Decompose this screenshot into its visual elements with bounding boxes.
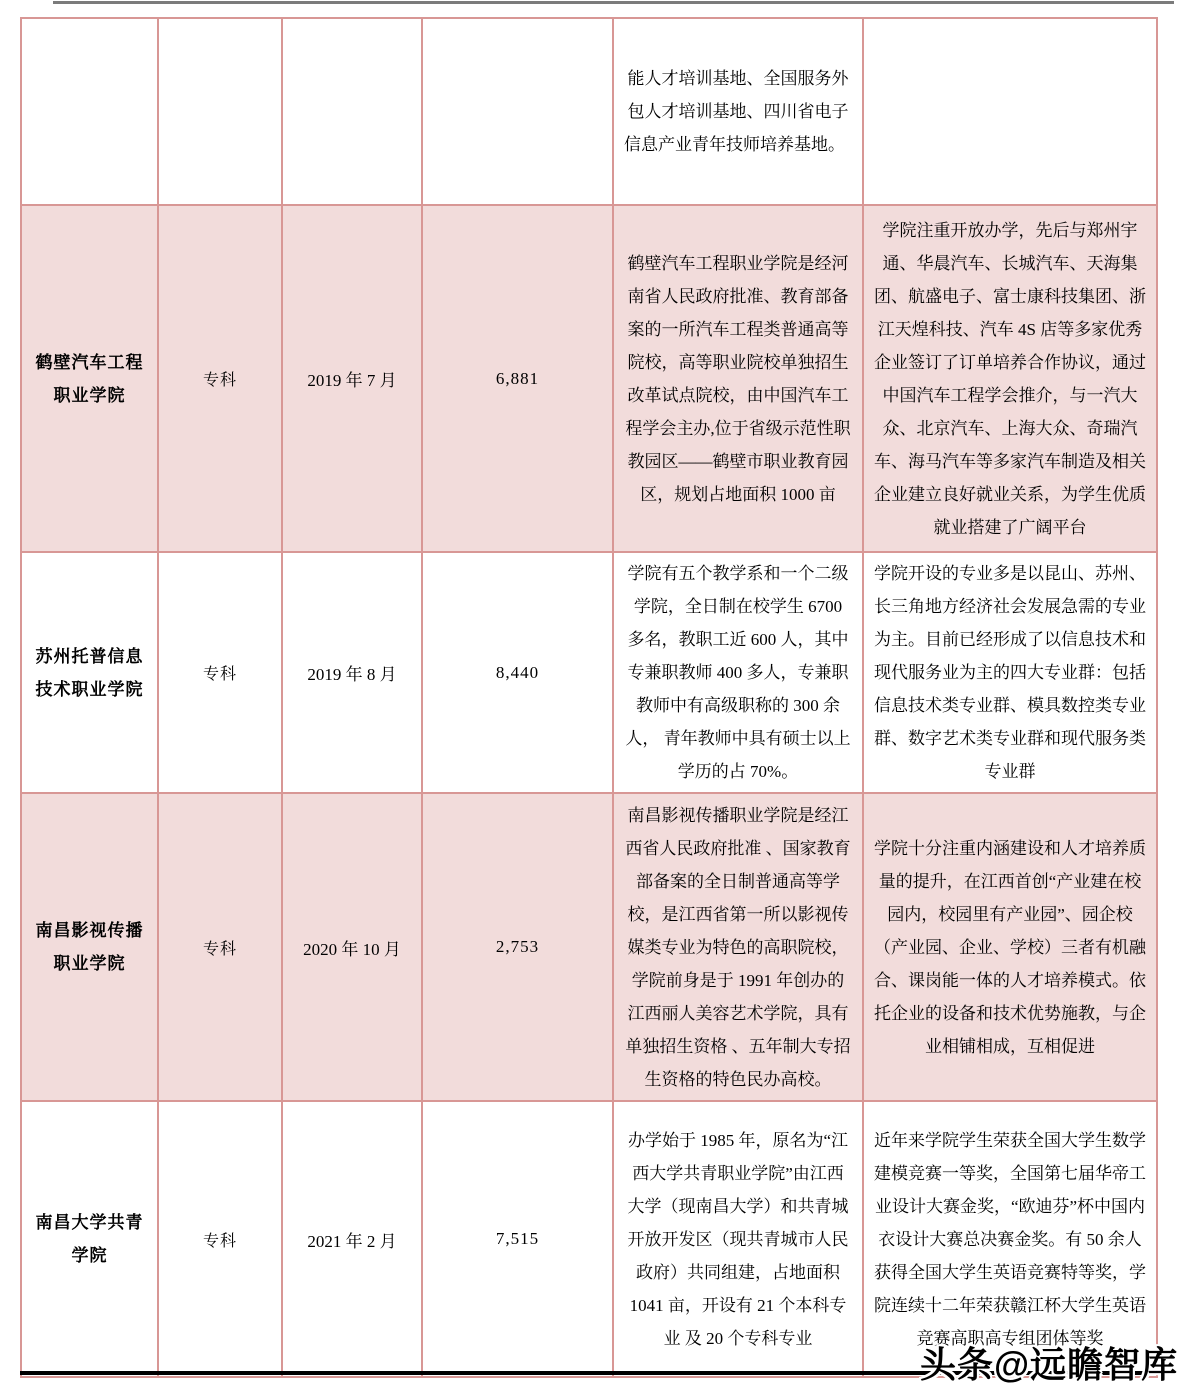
level-cell: 专科 [158, 793, 282, 1101]
student-count-cell: 2,753 [422, 793, 613, 1101]
level-cell: 专科 [158, 205, 282, 552]
feature-cell: 学院开设的专业多是以昆山、苏州、长三角地方经济社会发展急需的专业为主。目前已经形成了以信息技术和现代服务业为主的四大专业群：包括信息技术类专业群、模具数控类专业群、数字艺术类专业群和现代服务类专业群 [863, 552, 1157, 793]
college-name-cell: 南昌影视传播职业学院 [21, 793, 158, 1101]
date-cell: 2021 年 2 月 [282, 1101, 422, 1377]
feature-cell: 近年来学院学生荣获全国大学生数学建模竞赛一等奖，全国第七届华帝工业设计大赛金奖，“欧迪芬”杯中国内衣设计大赛总决赛金奖。有 50 余人获得全国大学生英语竞赛特等奖，学院连续十二年荣获赣江杯大学生英语竞赛高职高专组团体等奖 [863, 1101, 1157, 1377]
table-row [21, 205, 1157, 552]
date-cell: 2019 年 7 月 [282, 205, 422, 552]
date-cell: 2019 年 8 月 [282, 552, 422, 793]
watermark-text: 头条@远瞻智库 [920, 1344, 1179, 1385]
intro-cell: 办学始于 1985 年，原名为“江西大学共青职业学院”由江西大学（现南昌大学）和共青城开放开发区（现共青城市人民政府）共同组建，占地面积 1041 亩，开设有 21 个本科专业 及 20 个专科专业 [613, 1101, 863, 1377]
level-cell: 专科 [158, 1101, 282, 1377]
intro-cell: 能人才培训基地、全国服务外包人才培训基地、四川省电子信息产业青年技师培养基地。 [613, 18, 863, 205]
college-name-cell: 苏州托普信息技术职业学院 [21, 552, 158, 793]
college-name-cell: 鹤壁汽车工程职业学院 [21, 205, 158, 552]
student-count-cell: 8,440 [422, 552, 613, 793]
intro-cell: 学院有五个教学系和一个二级学院，全日制在校学生 6700 多名，教职工近 600 人，其中专兼职教师 400 多人，专兼职教师中有高级职称的 300 余人， 青年教师中具有硕士以上学历的占 70%。 [613, 552, 863, 793]
colleges-table [20, 17, 1158, 1378]
table-row [21, 18, 1157, 205]
date-cell [282, 18, 422, 205]
feature-cell [863, 18, 1157, 205]
date-cell: 2020 年 10 月 [282, 793, 422, 1101]
level-cell: 专科 [158, 552, 282, 793]
student-count-cell: 7,515 [422, 1101, 613, 1377]
feature-cell: 学院十分注重内涵建设和人才培养质量的提升，在江西首创“产业建在校园内，校园里有产业园”、园企校（产业园、企业、学校）三者有机融合、课岗能一体的人才培养模式。依托企业的设备和技术优势施教，与企业相铺相成，互相促进 [863, 793, 1157, 1101]
intro-cell: 南昌影视传播职业学院是经江西省人民政府批准 、国家教育部备案的全日制普通高等学校，是江西省第一所以影视传媒类专业为特色的高职院校，学院前身是于 1991 年创办的江西丽人美容艺术学院，具有单独招生资格 、五年制大专招生资格的特色民办高校。 [613, 793, 863, 1101]
intro-cell: 鹤壁汽车工程职业学院是经河南省人民政府批准、教育部备案的一所汽车工程类普通高等院校，高等职业院校单独招生改革试点院校，由中国汽车工程学会主办,位于省级示范性职教园区——鹤壁市职业教育园区，规划占地面积 1000 亩 [613, 205, 863, 552]
page-top-divider [53, 1, 1174, 4]
student-count-cell: 6,881 [422, 205, 613, 552]
feature-cell: 学院注重开放办学，先后与郑州宇通、华晨汽车、长城汽车、天海集团、航盛电子、富士康科技集团、浙江天煌科技、汽车 4S 店等多家优秀企业签订了订单培养合作协议，通过中国汽车工程学会推介，与一汽大众、北京汽车、上海大众、奇瑞汽车、海马汽车等多家汽车制造及相关企业建立良好就业关系，为学生优质就业搭建了广阔平台 [863, 205, 1157, 552]
college-name-cell: 南昌大学共青学院 [21, 1101, 158, 1377]
table-row [21, 552, 1157, 793]
table-row [21, 793, 1157, 1101]
student-count-cell [422, 18, 613, 205]
level-cell [158, 18, 282, 205]
college-name-cell [21, 18, 158, 205]
table-row [21, 1101, 1157, 1377]
